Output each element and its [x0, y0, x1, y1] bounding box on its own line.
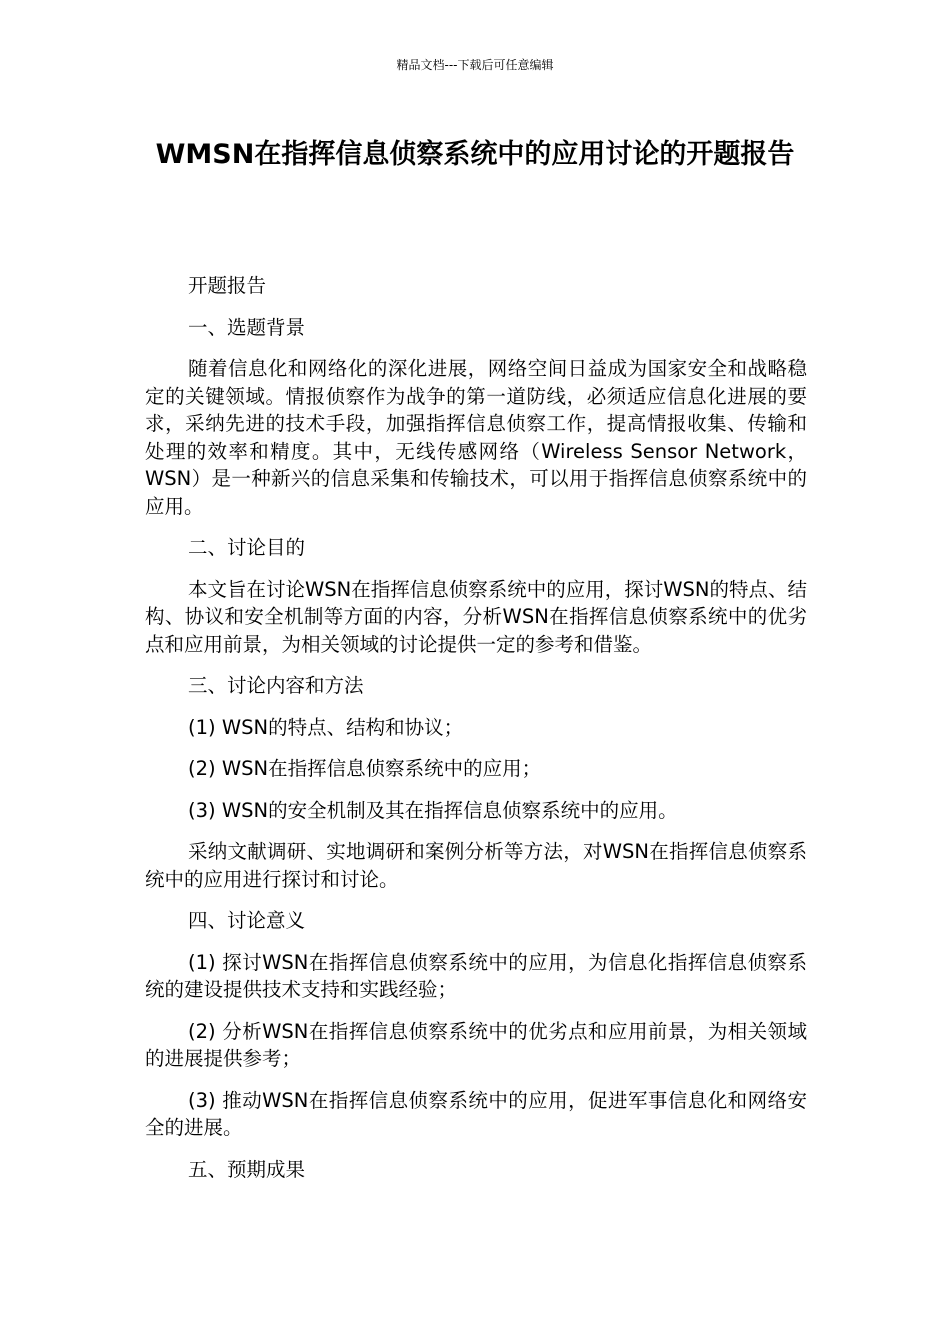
section-heading-purpose: 二、讨论目的 — [188, 536, 306, 559]
significance-item-2: (2) 分析WSN在指挥信息侦察系统中的优劣点和应用前景，为相关领域的进展提供参考； — [145, 1019, 807, 1070]
section-heading-background: 一、选题背景 — [188, 315, 306, 339]
methods-paragraph: 采纳文献调研、实地调研和案例分析等方法，对WSN在指挥信息侦察系统中的应用进行探讨和讨论。 — [145, 840, 807, 891]
purpose-paragraph: 本文旨在讨论WSN在指挥信息侦察系统中的应用，探讨WSN的特点、结构、协议和安全机制等方面的内容，分析WSN在指挥信息侦察系统中的优劣点和应用前景，为相关领域的讨论提供一定的参考和借鉴。 — [145, 577, 807, 656]
significance-item-3: (3) 推动WSN在指挥信息侦察系统中的应用，促进军事信息化和网络安全的进展。 — [145, 1088, 807, 1139]
content-item-2: (2) WSN在指挥信息侦察系统中的应用； — [188, 757, 542, 780]
report-label: 开题报告 — [188, 274, 267, 297]
content-item-1: (1) WSN的特点、结构和协议； — [188, 715, 464, 739]
page-header: 精品文档---下载后可任意编辑 — [396, 58, 554, 72]
significance-item-1: (1) 探讨WSN在指挥信息侦察系统中的应用，为信息化指挥信息侦察系统的建设提供技术支持和实践经验； — [145, 950, 807, 1001]
document-title: WMSN在指挥信息侦察系统中的应用讨论的开题报告 — [155, 139, 795, 170]
section-heading-content-methods: 三、讨论内容和方法 — [188, 674, 364, 697]
section-heading-significance: 四、讨论意义 — [188, 909, 306, 932]
content-item-3: (3) WSN的安全机制及其在指挥信息侦察系统中的应用。 — [188, 798, 678, 822]
background-paragraph: 随着信息化和网络化的深化进展，网络空间日益成为国家安全和战略稳定的关键领域。情报侦察作为战争的第一道防线，必须适应信息化进展的要求，采纳先进的技术手段，加强指挥信息侦察工作，提高情报收集、传输和处理的效率和精度。其中，无线传感网络（Wireless Sensor Network，WSN）是一种新兴的信息采集和传输技术，可以用于指挥信息侦察系统中的应用。 — [145, 357, 807, 518]
section-heading-expected-results: 五、预期成果 — [188, 1157, 306, 1181]
document-body — [145, 272, 807, 1197]
